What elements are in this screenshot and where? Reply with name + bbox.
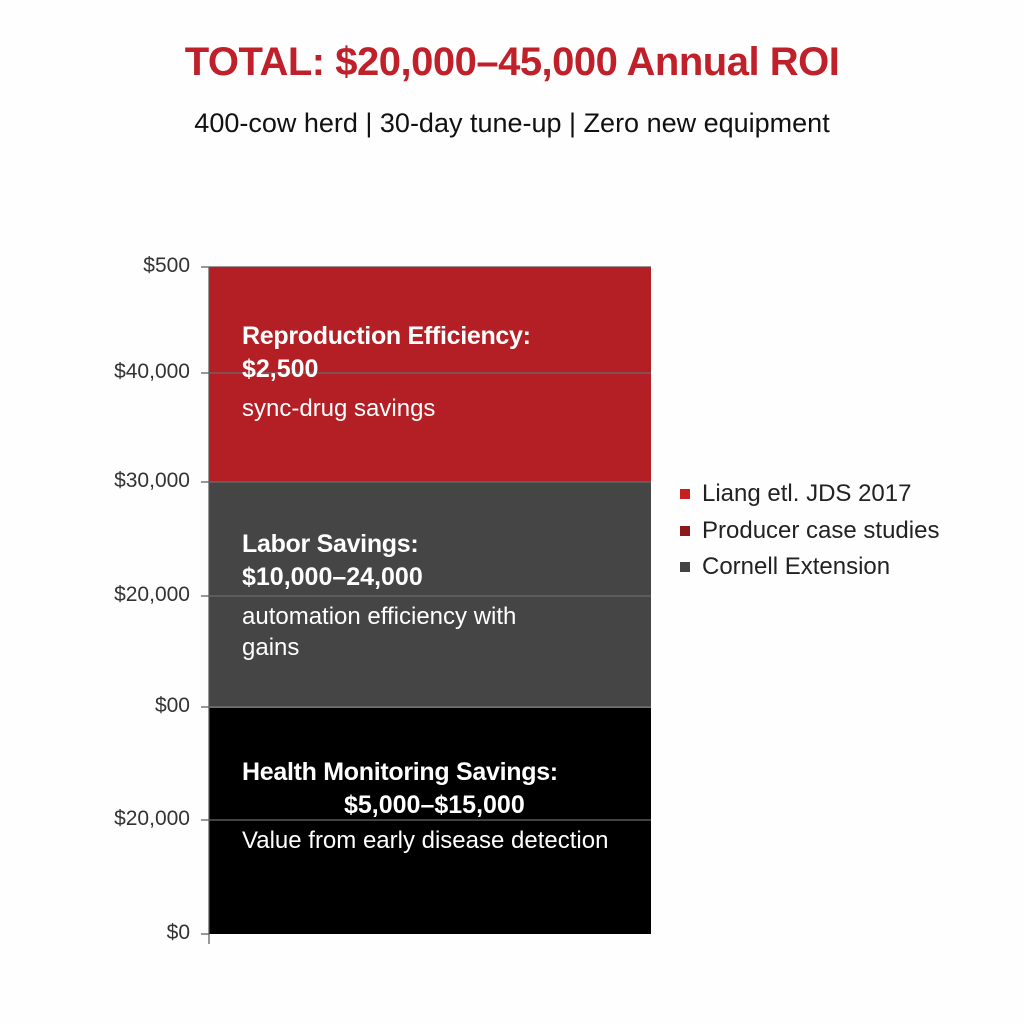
chart-title: TOTAL: $20,000–45,000 Annual ROI	[184, 40, 840, 84]
legend-item-cornell	[680, 549, 939, 586]
segment-value: $5,000–$15,000	[344, 790, 525, 819]
legend-swatch-icon	[680, 562, 690, 572]
segment-description: automation efficiency with gains	[242, 603, 517, 662]
segment-name: Labor Savings:	[242, 530, 419, 558]
segment-name: Reproduction Efficiency:	[242, 322, 531, 350]
segment-description: sync-drug savings	[242, 395, 436, 422]
legend-label: Cornell Extension	[702, 553, 891, 581]
legend-swatch-icon	[680, 526, 690, 536]
reproduction-efficiency-label	[242, 320, 531, 424]
legend-item-liang	[680, 476, 939, 513]
y-tick-label: $0	[166, 921, 190, 944]
y-tick-label: $40,000	[114, 360, 190, 383]
y-tick-label: $00	[154, 694, 190, 717]
segment-name: Health Monitoring Savings:	[242, 758, 558, 786]
legend-label: Producer case studies	[702, 516, 940, 544]
legend-swatch-icon	[680, 489, 690, 499]
legend-label: Liang etl. JDS 2017	[702, 480, 912, 508]
segment-value: $2,500	[242, 354, 319, 383]
y-tick-label: $20,000	[114, 583, 190, 606]
segment-value: $10,000–24,000	[242, 562, 423, 591]
legend-item-producer	[680, 513, 939, 550]
y-tick-label: $500	[143, 254, 190, 277]
y-tick-label: $30,000	[114, 469, 190, 492]
legend	[680, 476, 939, 586]
y-tick-label: $20,000	[114, 807, 190, 830]
chart-subtitle: 400-cow herd | 30-day tune-up | Zero new equipment	[194, 108, 830, 138]
labor-savings-label	[242, 528, 562, 663]
health-monitoring-label	[242, 756, 608, 856]
segment-description: Value from early disease detection	[242, 827, 609, 854]
